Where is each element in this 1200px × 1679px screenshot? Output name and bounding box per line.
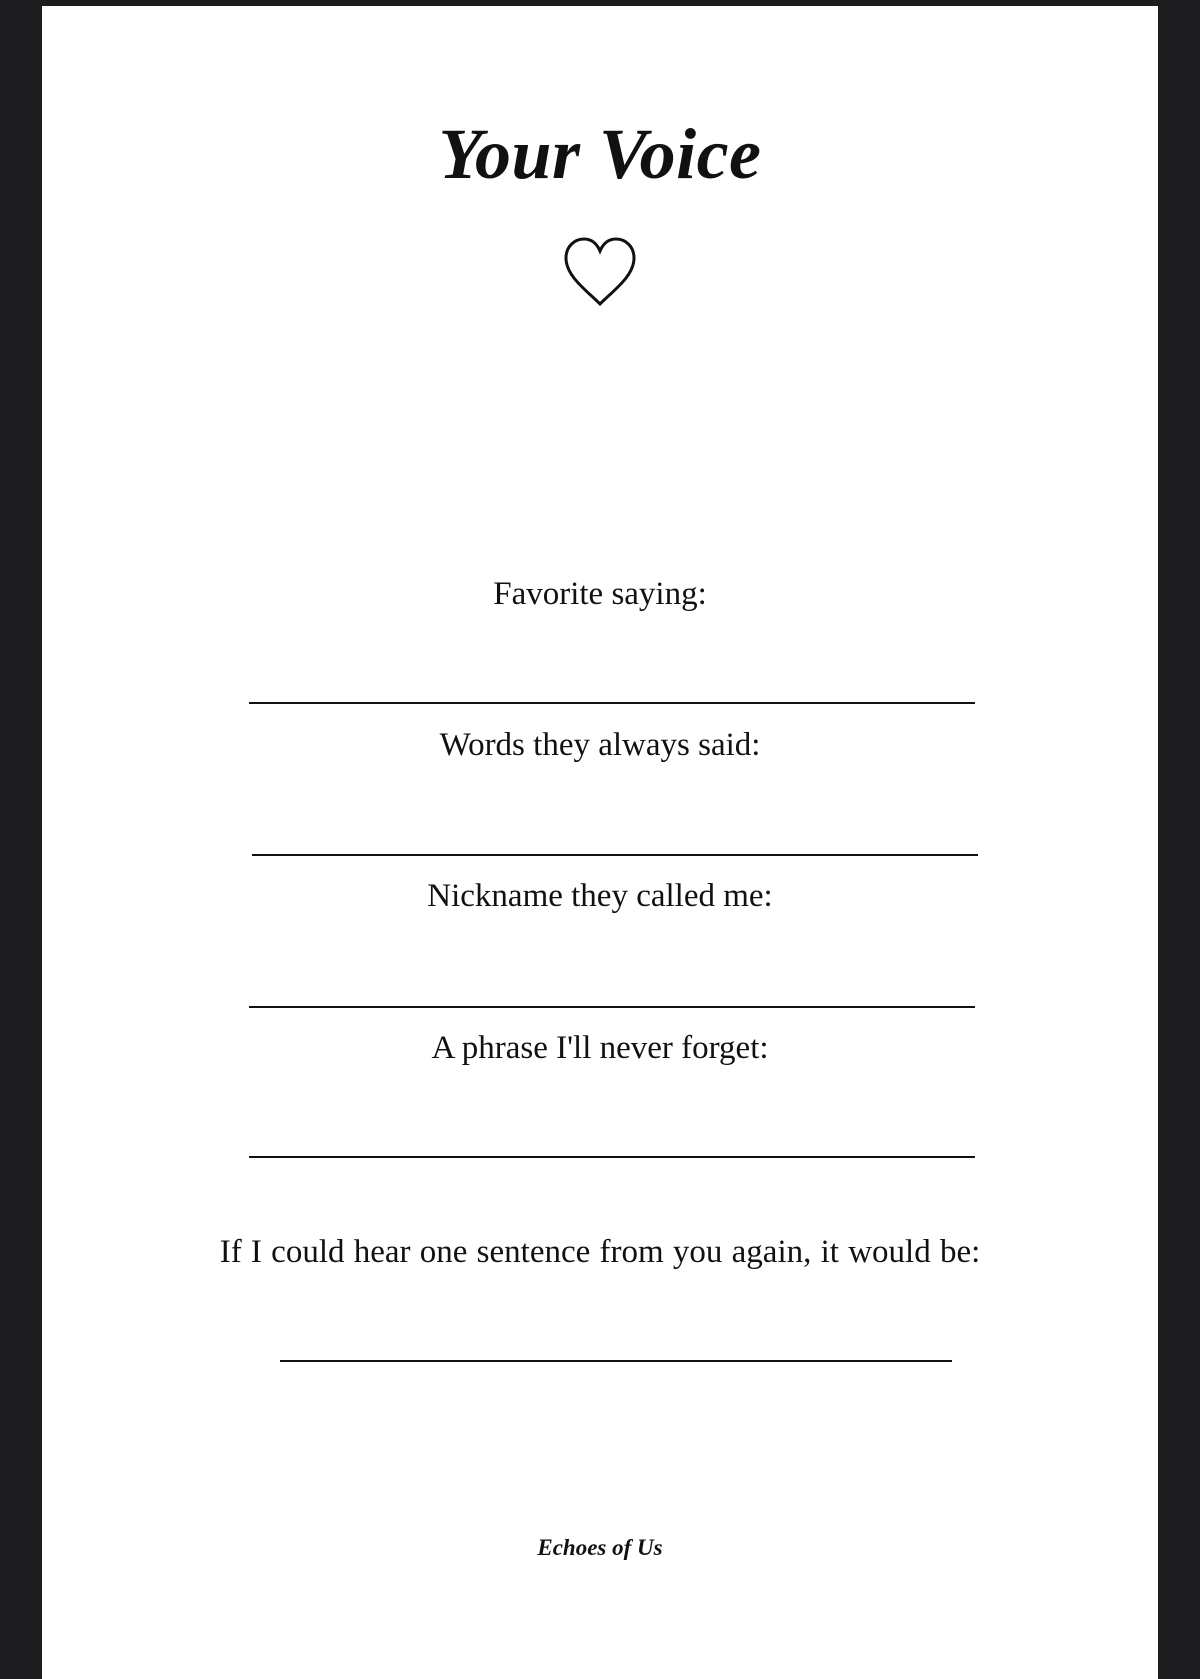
prompt-nickname: Nickname they called me: <box>427 878 773 914</box>
answer-line-one-sentence[interactable] <box>280 1360 952 1362</box>
answer-line-nickname[interactable] <box>249 1006 975 1008</box>
answer-line-favorite-saying[interactable] <box>249 702 975 704</box>
prompt-one-sentence: If I could hear one sentence from you again, it would be: <box>219 1234 981 1270</box>
heart-outline-icon <box>560 234 640 310</box>
prompt-phrase-never-forget: A phrase I'll never forget: <box>431 1030 769 1066</box>
page-title: Your Voice <box>438 114 762 194</box>
answer-line-phrase-never-forget[interactable] <box>249 1156 975 1158</box>
prompt-favorite-saying: Favorite saying: <box>493 576 707 612</box>
footer-brand: Echoes of Us <box>537 1535 663 1560</box>
answer-line-words-they-always-said[interactable] <box>252 854 978 856</box>
prompt-words-they-always-said: Words they always said: <box>439 727 761 763</box>
journal-page <box>42 6 1158 1679</box>
